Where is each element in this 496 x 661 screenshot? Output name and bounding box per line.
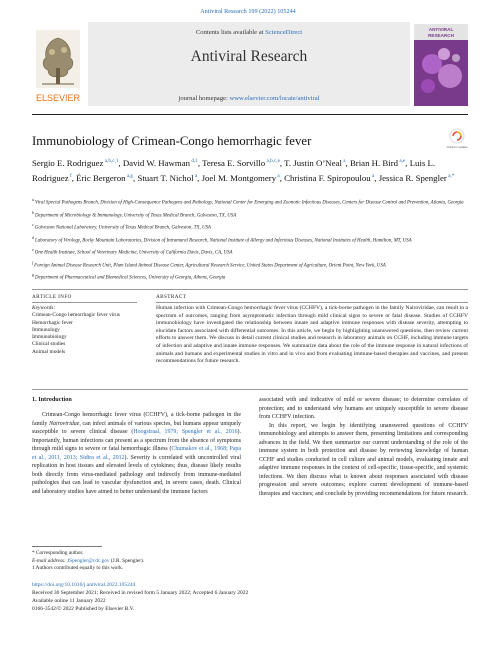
sciencedirect-link[interactable]: ScienceDirect [265,29,303,36]
article-info-rule [32,302,137,303]
author-list: Sergio E. Rodriguez $^{a,b,c,1}$, David W. Hawman $^{d,1}$, Teresa E. Sorvillo $^{a,b,c,e}$, T. Justin O’Neal $^a$, Brian H. Bird $^{a,e}$, Luis L. Rodriguez $^f$, Éric Bergeron $^{a,g}$, Stuart T. Nichol $^a$, Joel M. Montgomery $^a$, Christina F. Spiropoulou $^a$, Jessica R. Spengler $^{a,*}$ [32,157,455,183]
email-note: E-mail address: JSpengler@cdc.gov (J.R. Spengler). [32,557,145,564]
affiliation-item: $^e$ One Health Institute, School of Veterinary Medicine, University of California Davis, Davis, CA, USA [32,247,233,256]
check-for-updates-badge[interactable] [446,127,468,149]
received-dates: Received 30 September 2021; Received in revised form 5 January 2022; Accepted 6 January 2022 [32,590,249,596]
intro-left-column [32,396,241,496]
author-name[interactable]: Christina F. Spiropoulou [284,172,371,183]
author-affiliation-marker[interactable]: f [68,172,72,179]
author-affiliation-marker[interactable]: a,g [125,172,134,179]
journal-name: Antiviral Research [190,48,308,65]
affiliation-item: $^f$ Foreign Animal Disease Research Unit, Plum Island Animal Disease Center, Agricultural Research Service, United States Department of Agriculture, Orient Point, New York, USA [32,259,386,269]
affiliation-item: $^d$ Laboratory of Virology, Rocky Mountain Laboratories, Division of Intramural Research, National Institute of Allergy and Infectious Diseases, National Institutes of Health, Hamilton, MT, USA [32,234,412,244]
homepage-line: journal homepage: www.elsevier.com/locate/antiviral [178,95,320,102]
running-citation[interactable]: Antiviral Research 199 (2022) 105244 [200,8,296,15]
keyword-item: Immunology [32,326,60,333]
check-for-updates-label: Check for updates [446,146,468,149]
author-affiliation-marker[interactable]: d,1 [190,158,198,164]
keyword-item: Animal models [32,348,66,355]
keyword-item: Crimean-Congo hemorrhagic fever virus [32,312,120,319]
publication-info [32,581,432,613]
affiliation-item: $^g$ Department of Pharmaceutical and Biomedical Sciences, University of Georgia, Athens, Georgia [32,272,226,281]
footnotes [32,550,332,573]
abstract-bottom-rule [32,389,468,390]
publisher-wordmark: ELSEVIER [35,93,81,103]
svg-text:ANTIVIRAL: ANTIVIRAL [428,27,454,32]
online-date: Available online 11 January 2022 [32,598,106,604]
keyword-item: Immunobiology [32,334,67,341]
abstract-label: ABSTRACT [156,294,187,300]
author-affiliation-marker[interactable]: a,* [446,172,455,179]
affiliation-item: $^c$ Galveston National Laboratory, University of Texas Medical Branch, Galveston, TX, USA [32,222,211,231]
article-title: Immunobiology of Crimean-Congo hemorrhagic fever [32,134,312,148]
author-affiliation-marker[interactable]: a [193,172,198,179]
intro-paragraph-1: Crimean-Congo hemorrhagic fever virus (CCHFV), a tick-borne pathogen in the family Nairoviridae, can infect animals of various species, but humans appear uniquely susceptible to severe clinical disease (Hoogstraal, 1979; Spengler et al., 2016). Importantly, human infections can present as a spectrum from the absence of symptoms through mild signs to severe or fatal hemorrhagic illness (Chumakov et al., 1968; Papa et al., 2011, 2013; Sidira et al., 2012). Severity is correlated with uncontrolled viral replication in host tissues and elevated levels of cytokines; thus, disease likely results both directly from virus-mediated pathology and indirectly from immune-mediated pathologies that can lead to vascular dysfunction and, in severe cases, death. Clinical and laboratory studies have aimed to better understand the immune factors [32,412,241,495]
intro-paragraph-1-continued: associated with and indicative of mild or severe disease; to determine correlates of protection; and to understand why humans are uniquely susceptible to severe disease from CCHFV infection. [259,397,468,420]
keyword-item: Clinical studies [32,341,66,348]
intro-right-column [259,396,468,498]
author-name[interactable]: Brian H. Bird [349,157,399,168]
section-heading-introduction: 1. Introduction [32,396,72,403]
front-matter-rule [32,289,468,290]
author-affiliation-marker[interactable]: a [341,158,346,164]
svg-text:RESEARCH: RESEARCH [428,33,454,38]
author-affiliation-marker[interactable]: a,b,c,1 [103,158,119,164]
journal-cover [414,24,468,106]
keyword-item: Hemorrhagic fever [32,319,73,326]
keywords-block [32,305,137,356]
equal-contribution-note: 1 Authors contributed equally to this work. [32,565,124,571]
author-name[interactable]: Sergio E. Rodriguez [32,157,104,168]
keywords-label: Keywords: [32,305,56,311]
article-info-label: ARTICLE INFO [32,294,72,300]
elsevier-logo [32,26,84,108]
abstract-text: Human infection with Crimean-Congo hemorrhagic fever virus (CCHFV), a tick-borne pathogen in the family Nairoviridae, can result in a spectrum of outcomes, ranging from asymptomatic infection through mild clinical signs to severe or fatal disease. Studies of CCHFV immunobiology have investigated the relationship between innate and adaptive immune responses with disease severity, attempting to elucidate factors associated with differential outcomes. In this article, we begin by highlighting unanswered questions, then review current efforts to answer them. We discuss in detail current clinical studies and research in laboratory animals on CCHF, including immune targets of infection and adaptive and innate immune responses. We summarize data about the role of the immune response in natural infections of animals and humans and experimental studies in vitro and in vivo and from evaluating immune-based therapies and vaccines, and present recommendations for future research. [156,305,468,365]
intro-paragraph-2: In this report, we begin by identifying unanswered questions of CCHFV immunobiology and attempts to answer them, presenting limitations and corresponding advances in the field. We then summarize our current understanding of the role of the immune system in both protection and disease by reviewing knowledge of human CCHF and studies conducted in cell culture and animal models, evaluating innate and adaptive immune responses in the context of cell-specific, tissue-specific, and systemic infections. We then discuss what is known about responses associated with disease progression and severe outcomes; explore current development of immune-based therapies and vaccines; and conclude by providing recommendations for future research. [259,422,468,497]
contents-line: Contents lists available at ScienceDirect [195,29,303,36]
author-name[interactable]: Joel M. Montgomery [201,172,277,183]
author-name[interactable]: Éric Bergeron [76,172,126,183]
author-affiliation-marker[interactable]: a [370,172,375,179]
author-affiliation-marker[interactable]: a,b,c,e [265,158,280,164]
author-name[interactable]: Luis L. Rodriguez [32,157,436,183]
affiliation-item: $^a$ Viral Special Pathogens Branch, Division of High-Consequence Pathogens and Pathology, National Center for Emerging and Zoonotic Infectious Diseases, Centers for Disease Control and Prevention, Atlanta, Georgia [32,197,464,206]
affiliation-item: $^b$ Department of Microbiology & Immunology, University of Texas Medical Branch, Galveston, TX, USA [32,209,237,219]
abstract-rule [156,302,468,303]
author-email-link[interactable]: JSpengler@cdc.gov [67,557,110,564]
journal-homepage-link[interactable]: www.elsevier.com/locate/antiviral [229,95,320,102]
citation-link[interactable]: Hoogstraal, 1979; Spengler et al., 2016 [133,429,238,435]
affiliation-list [32,196,468,284]
author-name[interactable]: T. Justin O’Neal [284,157,342,168]
author-name[interactable]: Stuart T. Nichol [137,172,194,183]
author-name[interactable]: David W. Hawman [122,157,191,168]
footnote-rule [32,546,102,547]
author-name[interactable]: Jessica R. Spengler [378,172,447,183]
copyright-line: 0166-3542/© 2022 Published by Elsevier B.V. [32,606,135,612]
corresponding-author-note: * Corresponding author. [32,550,84,556]
doi-link[interactable]: https://doi.org/10.1016/j.antiviral.2022.105244 [32,582,136,588]
header-rule [32,114,468,115]
author-name[interactable]: Teresa E. Sorvillo [202,157,266,168]
author-affiliation-marker[interactable]: a,e [398,158,406,164]
author-affiliation-marker[interactable]: a [276,172,280,179]
citation-link[interactable]: Chumakov et al., 1968; Papa et al., 2011, 2013; Sidira et al., 2012 [32,446,241,461]
